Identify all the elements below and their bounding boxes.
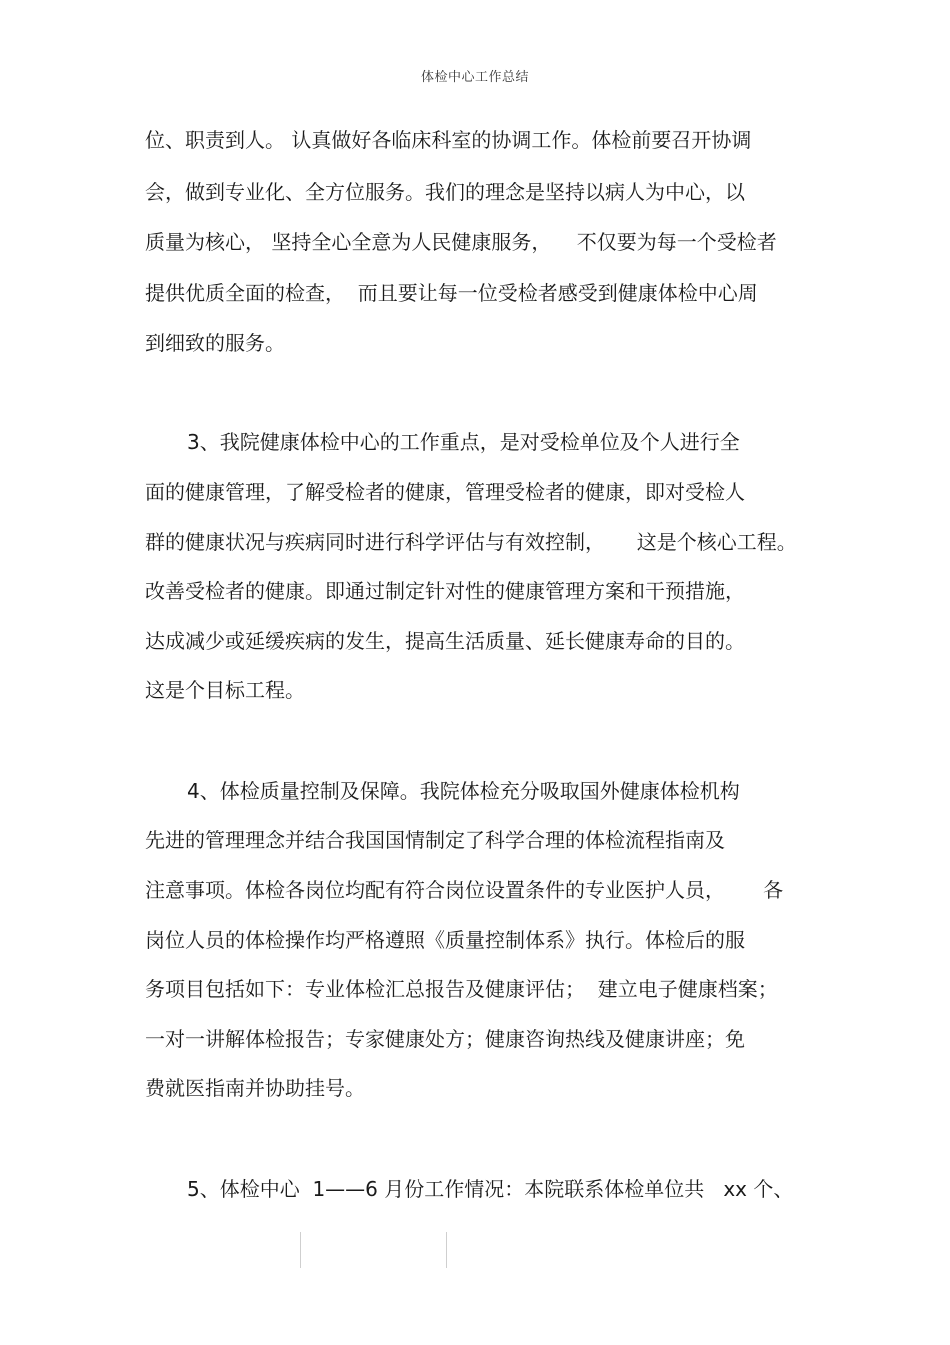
paragraph-line: 5、体检中心 1——6 月份工作情况：本院联系体检单位共 xx 个、: [187, 1177, 794, 1201]
paragraph-line: 3、我院健康体检中心的工作重点，是对受检单位及个人进行全: [187, 430, 740, 454]
paragraph-line: 面的健康管理，了解受检者的健康，管理受检者的健康，即对受检人: [145, 480, 745, 504]
paragraph-line: 4、体检质量控制及保障。我院体检充分吸取国外健康体检机构: [187, 779, 740, 803]
paragraph-line: 到细致的服务。: [145, 331, 285, 355]
paragraph-line: 费就医指南并协助挂号。: [145, 1076, 365, 1100]
paragraph-line: 提供优质全面的检查， 而且要让每一位受检者感受到健康体检中心周: [145, 281, 758, 305]
paragraph-line: 质量为核心， 坚持全心全意为人民健康服务， 不仅要为每一个受检者: [145, 230, 777, 254]
paragraph-line: 位、职责到人。 认真做好各临床科室的协调工作。体检前要召开协调: [145, 128, 752, 152]
paragraph-line: 注意事项。体检各岗位均配有符合岗位设置条件的专业医护人员， 各: [145, 878, 784, 902]
paragraph-line: 改善受检者的健康。即通过制定针对性的健康管理方案和干预措施，: [145, 579, 745, 603]
paragraph-line: 达成减少或延缓疾病的发生，提高生活质量、延长健康寿命的目的。: [145, 629, 745, 653]
paragraph-line: 群的健康状况与疾病同时进行科学评估与有效控制， 这是个核心工程。: [145, 530, 797, 554]
paragraph-line: 这是个目标工程。: [145, 678, 305, 702]
divider: [446, 1232, 447, 1268]
page-header-title: 体检中心工作总结: [420, 70, 529, 85]
paragraph-line: 先进的管理理念并结合我国国情制定了科学合理的体检流程指南及: [145, 828, 725, 852]
paragraph-line: 务项目包括如下：专业体检汇总报告及健康评估； 建立电子健康档案；: [145, 977, 778, 1001]
divider: [300, 1232, 301, 1268]
paragraph-line: 岗位人员的体检操作均严格遵照《质量控制体系》执行。体检后的服: [145, 928, 745, 952]
paragraph-line: 会，做到专业化、全方位服务。我们的理念是坚持以病人为中心，以: [145, 180, 745, 204]
paragraph-line: 一对一讲解体检报告；专家健康处方；健康咨询热线及健康讲座；免: [145, 1027, 745, 1051]
